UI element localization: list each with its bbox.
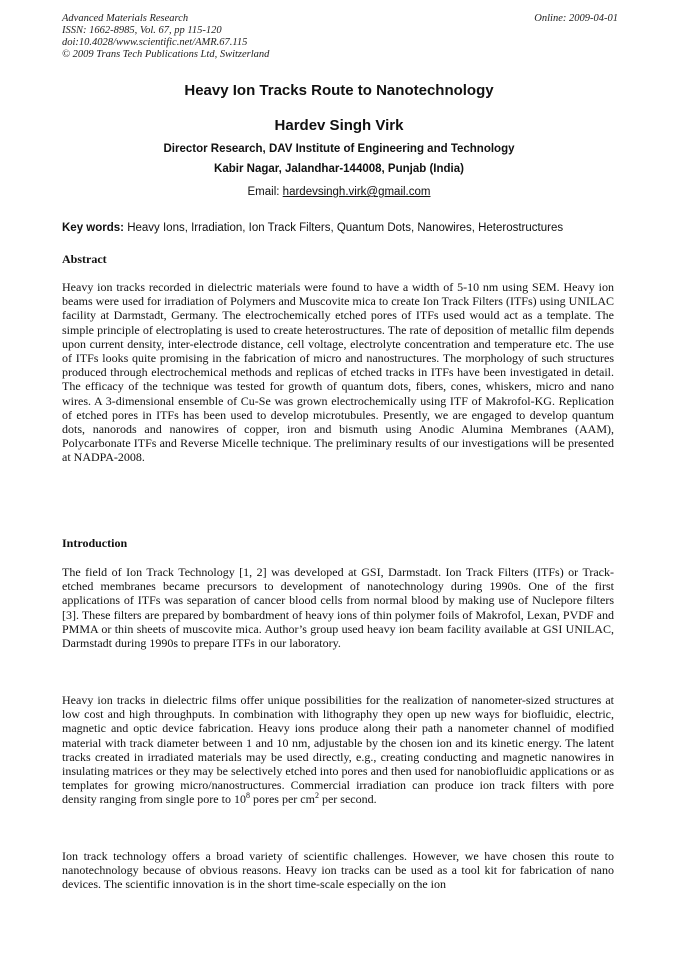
journal-header <box>62 13 618 61</box>
intro-paragraph-2-text-b: pores per cm <box>249 792 315 807</box>
affiliation-line-1: Director Research, DAV Institute of Engineering and Technology <box>163 143 515 155</box>
keywords-list: Heavy Ions, Irradiation, Ion Track Filters, Quantum Dots, Nanowires, Heterostructures <box>124 222 564 234</box>
intro-paragraph-2-text-a: Heavy ion tracks in dielectric films offer unique possibilities for the realization of nanometer-sized structures at low cost and high throughputs. In combination with lithography they open up new ways for biofluidic, electric, magnetic and optic device fabrication. Heavy ions produce along their path a nanometer channel of modified material with track diameter between 1 and 10 nm, adjustable by the chosen ion and its kinetic energy. The latent tracks created in irradiated materials may be used directly, e.g., creating conducting and magnetic nanowires in insulating matrices or they may be selectively etched into pores and then used for nanobiofluidic applications or as templates for growing micro/nanostructures. Commercial irradiation can produce ion track filters with pore density ranging from single pore to 10 <box>62 693 614 807</box>
introduction-heading: Introduction <box>62 536 128 550</box>
doi-line: doi:10.4028/www.scientific.net/AMR.67.115 <box>62 37 248 48</box>
email-line <box>0 186 678 198</box>
online-date: Online: 2009-04-01 <box>534 13 618 24</box>
intro-paragraph-2 <box>62 693 614 807</box>
exponent-8: 8 <box>245 791 250 801</box>
keywords-label: Key words: <box>62 222 124 234</box>
intro-paragraph-2-text-c: per second. <box>318 792 377 807</box>
abstract-text: Heavy ion tracks recorded in dielectric materials were found to have a width of 5-10 nm using SEM. Heavy ion beams were used for irradiation of Polymers and Muscovite mica to create Ion Track Filters (ITFs) using UNILAC facility at Darmstadt, Germany. The electrochemically etched pores of ITFs used would act as a template. The simple principle of electroplating is used to create heterostructures. The rate of deposition of metallic film depends upon current density, inter-electrode distance, cell voltage, electrolyte concentration and temperature etc. The use of ITFs looks quite promising in the fabrication of micro and nanostructures. The morphology of such structures produced through electrochemical methods and replicas of etched tracks in ITFs have been investigated in detail. The efficacy of the technique was tested for growth of quantum dots, fibers, cones, whiskers, micro and nano wires. A 3-dimensional ensemble of Cu-Se was grown electrochemically using ITF of Makrofol-KG. Replication of etched pores in ITFs has been used to develop microtubules. Presently, we are engaged to develop quantum dots, nanorods and nanowires of copper, iron and bismuth using Anodic Alumina Membranes (AAM), Polycarbonate ITFs and Reverse Micelle technique. The preliminary results of our investigations will be presented at NADPA-2008. <box>62 280 614 465</box>
email-link[interactable]: hardevsingh.virk@gmail.com <box>282 186 431 198</box>
email-label: Email: <box>247 186 283 198</box>
abstract-heading: Abstract <box>62 252 107 266</box>
intro-paragraph-3: Ion track technology offers a broad variety of scientific challenges. However, we have chosen this route to nanotechnology because of obvious reasons. Heavy ion tracks can be used as a tool kit for fabrication of nano devices. The scientific innovation is in the short time-scale especially on the ion <box>62 849 614 892</box>
affiliation-line-2: Kabir Nagar, Jalandhar-144008, Punjab (India) <box>214 163 464 175</box>
keywords-line <box>62 222 622 234</box>
author-name: Hardev Singh Virk <box>274 117 404 134</box>
issn-line: ISSN: 1662-8985, Vol. 67, pp 115-120 <box>62 25 222 36</box>
intro-paragraph-1: The field of Ion Track Technology [1, 2] was developed at GSI, Darmstadt. Ion Track Filters (ITFs) or Track-etched membranes became precursors to development of nanotechnology during 1990s. One of the first applications of ITFs was separation of cancer blood cells from normal blood by making use of Nuclepore filters [3]. These filters are prepared by bombardment of heavy ions of thin polymer foils of Makrofol, Lexan, PVDF and PMMA or thin sheets of muscovite mica. Author’s group used heavy ion beam facility available at GSI UNILAC, Darmstadt during 1990s to prepare ITFs in our laboratory. <box>62 565 614 651</box>
journal-name: Advanced Materials Research <box>62 13 189 24</box>
copyright-line: © 2009 Trans Tech Publications Ltd, Switzerland <box>62 49 270 60</box>
exponent-2: 2 <box>314 791 319 801</box>
paper-title: Heavy Ion Tracks Route to Nanotechnology <box>184 82 494 99</box>
